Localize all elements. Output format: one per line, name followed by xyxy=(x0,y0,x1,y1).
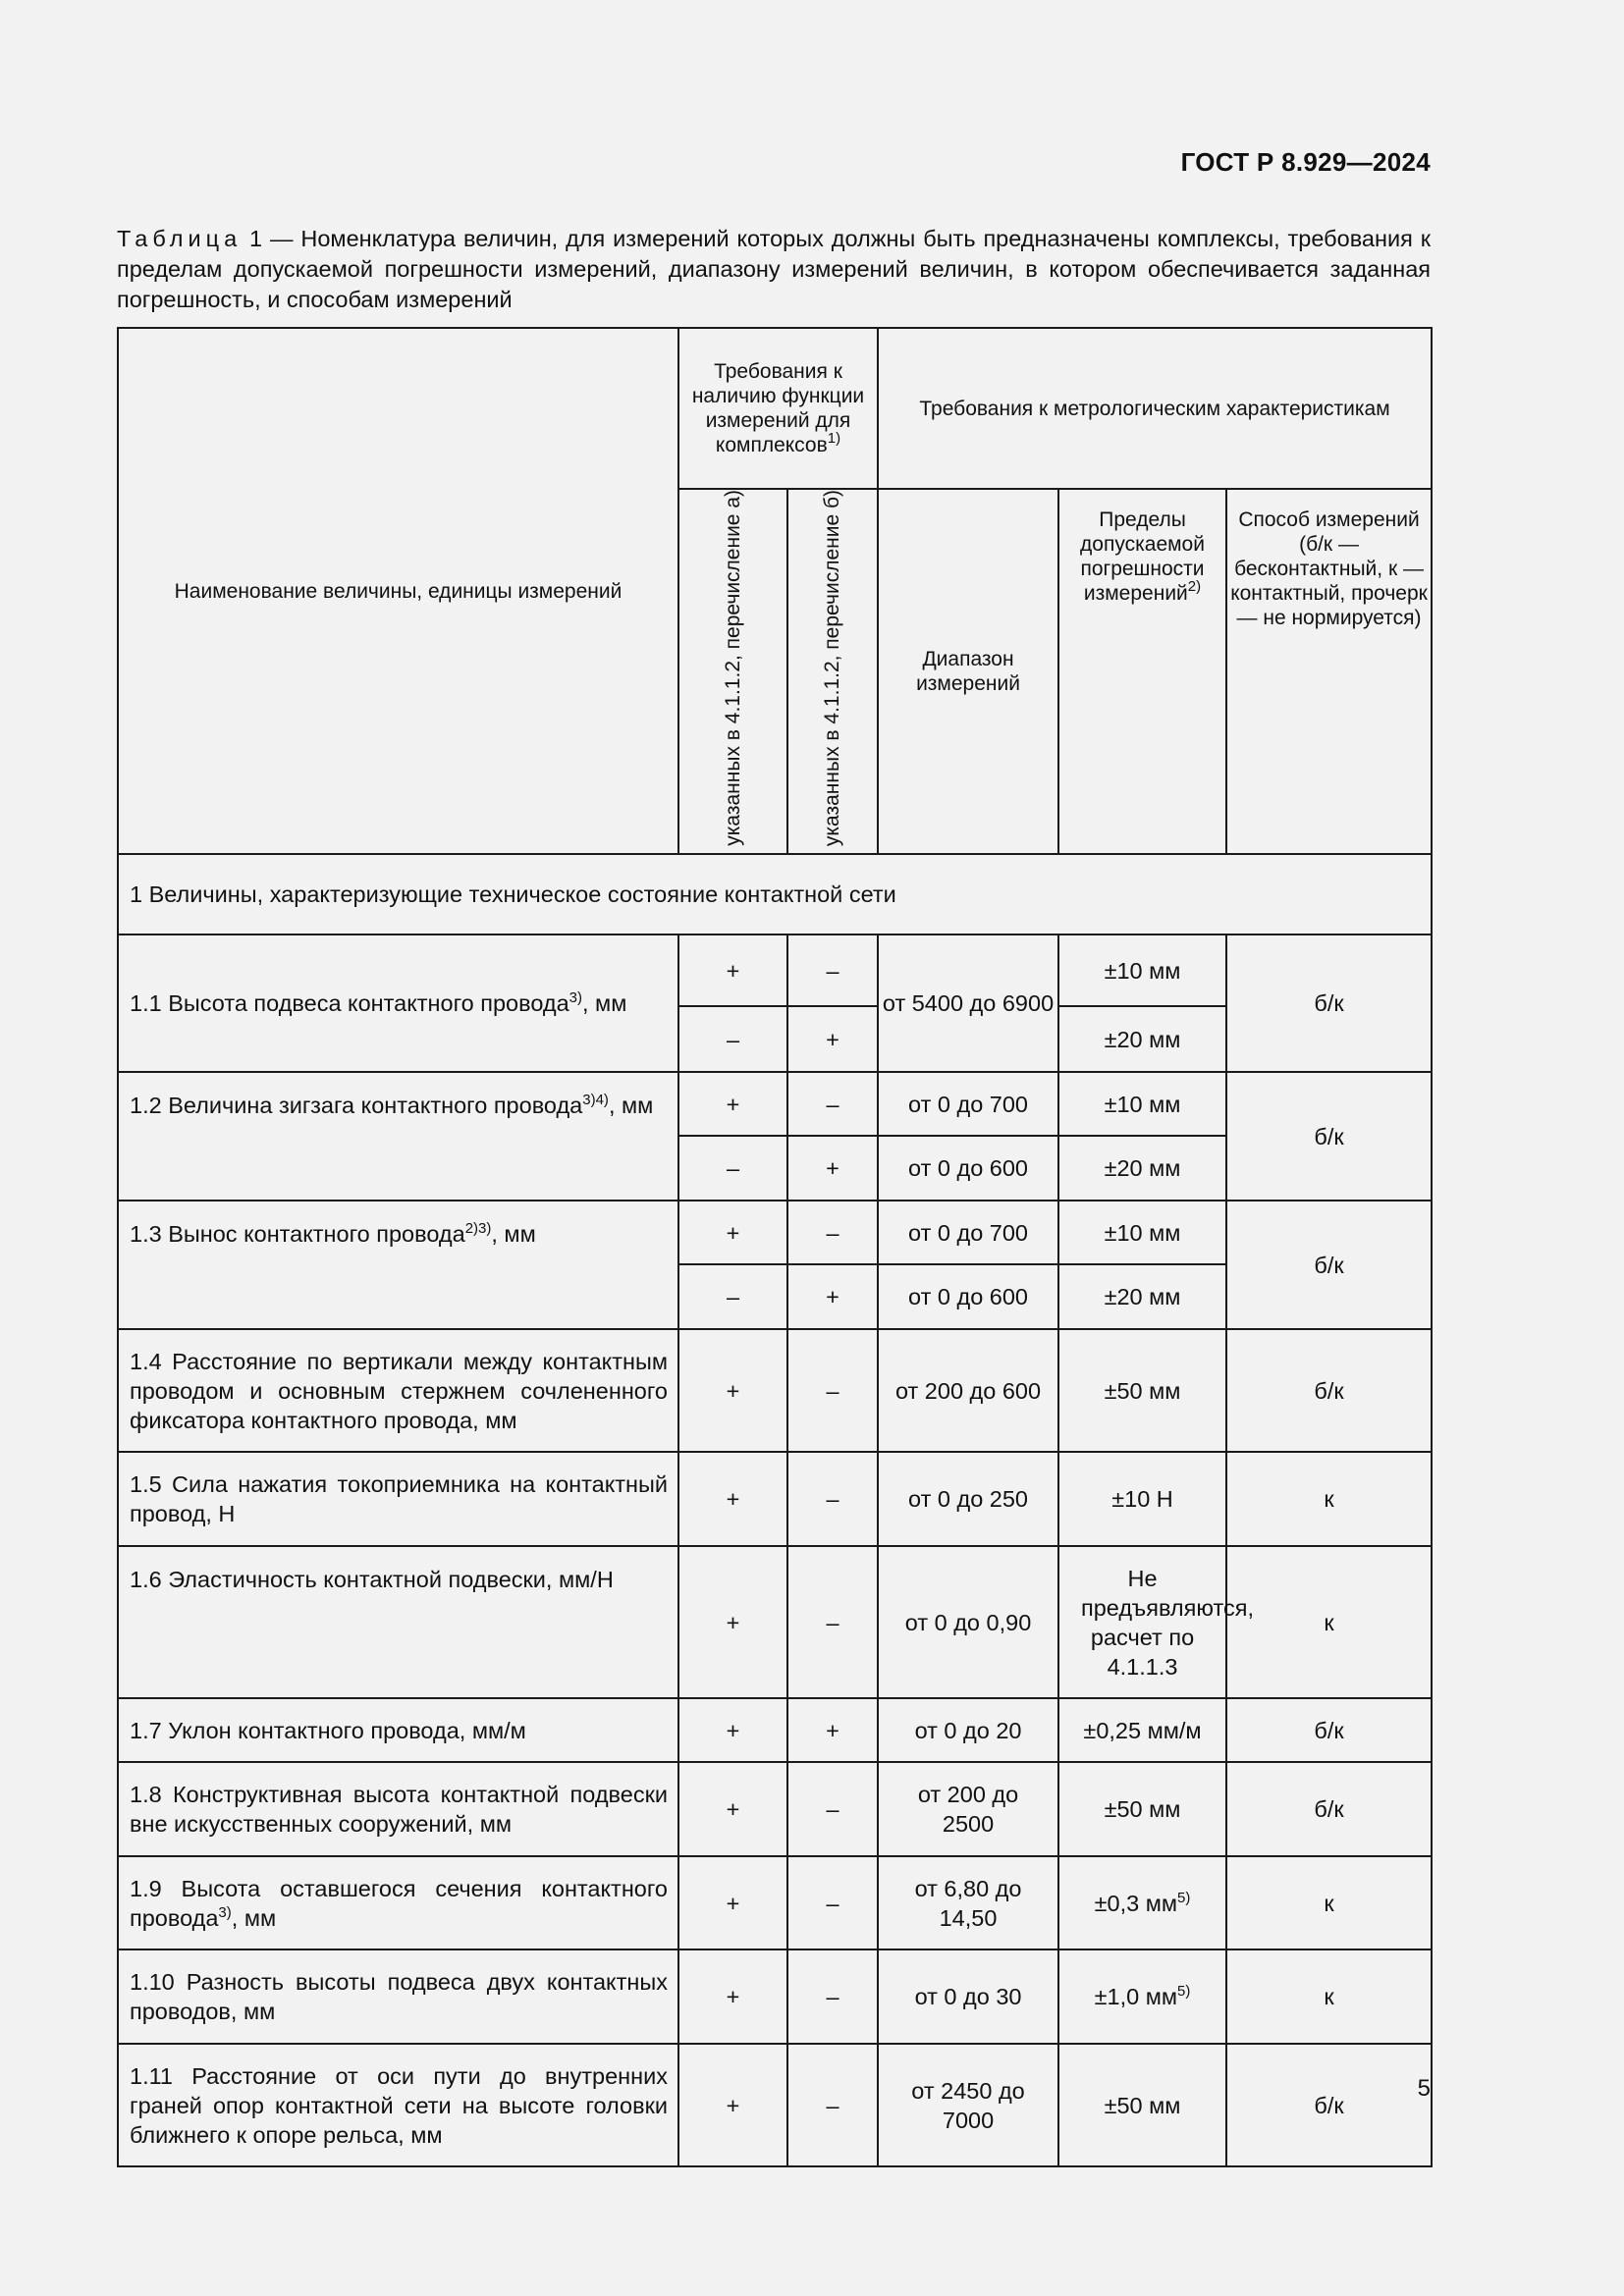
header-metrology-group: Требования к метрологическим характеристикам xyxy=(878,328,1432,489)
row-1-2-func-b-2: + xyxy=(787,1136,878,1201)
row-1-11-func-a: + xyxy=(678,2044,787,2166)
row-1-7-method: б/к xyxy=(1226,1698,1432,1762)
row-1-4-error: ±50 мм xyxy=(1058,1329,1226,1452)
row-1-3-method: б/к xyxy=(1226,1201,1432,1329)
row-1-8-error: ±50 мм xyxy=(1058,1762,1226,1856)
row-1-11-name: 1.11 Расстояние от оси пути до внутренних граней опор контактной сети на высоте головки ближнего к опоре рельса, мм xyxy=(118,2044,678,2166)
row-1-4-func-b: – xyxy=(787,1329,878,1452)
row-1-9-unit: , мм xyxy=(231,1904,277,1931)
row-1-2-footnote: 3)4) xyxy=(582,1092,609,1109)
header-error-footnote: 2) xyxy=(1187,578,1202,595)
row-1-3-func-a-1: + xyxy=(678,1201,787,1264)
row-1-1-func-a-1: + xyxy=(678,934,787,1006)
caption-text: 1 — Номенклатура величин, для измерений которых должны быть предназначены комплексы, требования к пределам допускаемой погрешности измерений, диапазону измерений величин, в котором обеспечивается заданная погрешность, и способам измерений xyxy=(117,226,1431,312)
row-1-1-func-b-1: – xyxy=(787,934,878,1006)
row-1-9-footnote: 3) xyxy=(218,1903,232,1921)
row-1-6-method: к xyxy=(1226,1546,1432,1698)
row-1-9-error-text: ±0,3 мм xyxy=(1094,1890,1178,1916)
row-1-1-method: б/к xyxy=(1226,934,1432,1072)
row-1-1-error-1: ±10 мм xyxy=(1058,934,1226,1006)
row-1-5-func-b: – xyxy=(787,1452,878,1546)
row-1-2-range-2: от 0 до 600 xyxy=(878,1136,1058,1201)
row-1-10-name: 1.10 Разность высоты подвеса двух контактных проводов, мм xyxy=(118,1949,678,2044)
table-caption xyxy=(117,224,1431,315)
row-1-7-error: ±0,25 мм/м xyxy=(1058,1698,1226,1762)
row-1-5-func-a: + xyxy=(678,1452,787,1546)
row-1-1-unit: , мм xyxy=(582,990,627,1017)
header-error-text: Пределы допускаемой погрешности измерений xyxy=(1080,508,1205,605)
row-1-3-name-text: 1.3 Вынос контактного провода xyxy=(130,1221,465,1248)
row-1-9-error xyxy=(1058,1856,1226,1949)
row-1-2-error-1: ±10 мм xyxy=(1058,1072,1226,1136)
row-1-8-range: от 200 до 2500 xyxy=(878,1762,1058,1856)
row-1-7-func-b: + xyxy=(787,1698,878,1762)
row-1-9-func-a: + xyxy=(678,1856,787,1949)
row-1-10-func-a: + xyxy=(678,1949,787,2044)
row-1-10-method: к xyxy=(1226,1949,1432,2044)
row-1-6-name: 1.6 Эластичность контактной подвески, мм/Н xyxy=(118,1546,678,1698)
header-function-a: указанных в 4.1.1.2, перечисление а) xyxy=(721,490,744,846)
row-1-5-method: к xyxy=(1226,1452,1432,1546)
header-function-b-cell xyxy=(787,489,878,854)
row-1-10-func-b: – xyxy=(787,1949,878,2044)
row-1-1-func-a-2: – xyxy=(678,1006,787,1072)
row-1-11-range: от 2450 до 7000 xyxy=(878,2044,1058,2166)
row-1-4-name: 1.4 Расстояние по вертикали между контактным проводом и основным стержнем сочлененного фиксатора контактного провода, мм xyxy=(118,1329,678,1452)
row-1-10-error-text: ±1,0 мм xyxy=(1094,1984,1178,2010)
measurement-requirements-table xyxy=(117,327,1433,2167)
row-1-9-name-text: 1.9 Высота оставшегося сечения контактного провода xyxy=(130,1875,668,1931)
row-1-6-error: Не предъявляются, расчет по 4.1.1.3 xyxy=(1058,1546,1226,1698)
row-1-4-range: от 200 до 600 xyxy=(878,1329,1058,1452)
row-1-1-error-2: ±20 мм xyxy=(1058,1006,1226,1072)
row-1-2-name-text: 1.2 Величина зигзага контактного провода xyxy=(130,1093,583,1119)
header-name-column: Наименование величины, единицы измерений xyxy=(118,328,678,854)
row-1-2-method: б/к xyxy=(1226,1072,1432,1201)
row-1-3-func-b-2: + xyxy=(787,1264,878,1329)
row-1-10-error xyxy=(1058,1949,1226,2044)
row-1-6-range: от 0 до 0,90 xyxy=(878,1546,1058,1698)
row-1-2-range-1: от 0 до 700 xyxy=(878,1072,1058,1136)
row-1-3-footnote: 2)3) xyxy=(464,1220,492,1238)
row-1-3-unit: , мм xyxy=(491,1221,536,1248)
row-1-3-range-1: от 0 до 700 xyxy=(878,1201,1058,1264)
row-1-10-error-footnote: 5) xyxy=(1177,1983,1191,2001)
header-function-group xyxy=(678,328,878,489)
row-1-9-error-footnote: 5) xyxy=(1177,1889,1191,1906)
row-1-10-range: от 0 до 30 xyxy=(878,1949,1058,2044)
header-function-a-cell xyxy=(678,489,787,854)
row-1-11-error: ±50 мм xyxy=(1058,2044,1226,2166)
row-1-2-func-b-1: – xyxy=(787,1072,878,1136)
row-1-8-method: б/к xyxy=(1226,1762,1432,1856)
row-1-3-func-a-2: – xyxy=(678,1264,787,1329)
row-1-1-name-text: 1.1 Высота подвеса контактного провода xyxy=(130,990,569,1017)
header-range: Диапазон измерений xyxy=(878,489,1058,854)
header-error xyxy=(1058,489,1226,854)
row-1-6-func-a: + xyxy=(678,1546,787,1698)
row-1-8-func-b: – xyxy=(787,1762,878,1856)
row-1-6-func-b: – xyxy=(787,1546,878,1698)
row-1-2-func-a-1: + xyxy=(678,1072,787,1136)
row-1-5-error: ±10 Н xyxy=(1058,1452,1226,1546)
row-1-2-error-2: ±20 мм xyxy=(1058,1136,1226,1201)
row-1-5-range: от 0 до 250 xyxy=(878,1452,1058,1546)
row-1-1-func-b-2: + xyxy=(787,1006,878,1072)
row-1-7-name: 1.7 Уклон контактного провода, мм/м xyxy=(118,1698,678,1762)
caption-label: Таблица xyxy=(117,226,243,251)
row-1-7-func-a: + xyxy=(678,1698,787,1762)
row-1-5-name: 1.5 Сила нажатия токоприемника на контактный провод, Н xyxy=(118,1452,678,1546)
row-1-3-error-2: ±20 мм xyxy=(1058,1264,1226,1329)
header-function-group-text: Требования к наличию функции измерений для комплексов xyxy=(691,360,865,456)
row-1-11-method: б/к xyxy=(1226,2044,1432,2166)
row-1-9-name xyxy=(118,1856,678,1949)
row-1-9-func-b: – xyxy=(787,1856,878,1949)
row-1-11-func-b: – xyxy=(787,2044,878,2166)
row-1-3-func-b-1: – xyxy=(787,1201,878,1264)
row-1-9-method: к xyxy=(1226,1856,1432,1949)
row-1-2-name xyxy=(118,1072,678,1201)
header-function-b: указанных в 4.1.1.2, перечисление б) xyxy=(821,490,843,847)
row-1-1-range: от 5400 до 6900 xyxy=(878,934,1058,1072)
header-function-group-footnote: 1) xyxy=(827,430,841,447)
header-method: Способ измерений (б/к — бесконтактный, к — контактный, прочерк — не нормируется) xyxy=(1226,489,1432,854)
row-1-4-method: б/к xyxy=(1226,1329,1432,1452)
row-1-4-func-a: + xyxy=(678,1329,787,1452)
row-1-1-footnote: 3) xyxy=(568,989,582,1007)
row-1-2-func-a-2: – xyxy=(678,1136,787,1201)
page-number: 5 xyxy=(1417,2075,1431,2102)
row-1-8-func-a: + xyxy=(678,1762,787,1856)
row-1-9-range: от 6,80 до 14,50 xyxy=(878,1856,1058,1949)
row-1-2-unit: , мм xyxy=(608,1093,654,1119)
document-code: ГОСТ Р 8.929—2024 xyxy=(1180,147,1431,177)
row-1-3-error-1: ±10 мм xyxy=(1058,1201,1226,1264)
section-title: 1 Величины, характеризующие техническое состояние контактной сети xyxy=(118,854,1432,934)
row-1-3-range-2: от 0 до 600 xyxy=(878,1264,1058,1329)
row-1-3-name xyxy=(118,1201,678,1329)
row-1-7-range: от 0 до 20 xyxy=(878,1698,1058,1762)
row-1-1-name xyxy=(118,934,678,1072)
row-1-8-name: 1.8 Конструктивная высота контактной подвески вне искусственных сооружений, мм xyxy=(118,1762,678,1856)
